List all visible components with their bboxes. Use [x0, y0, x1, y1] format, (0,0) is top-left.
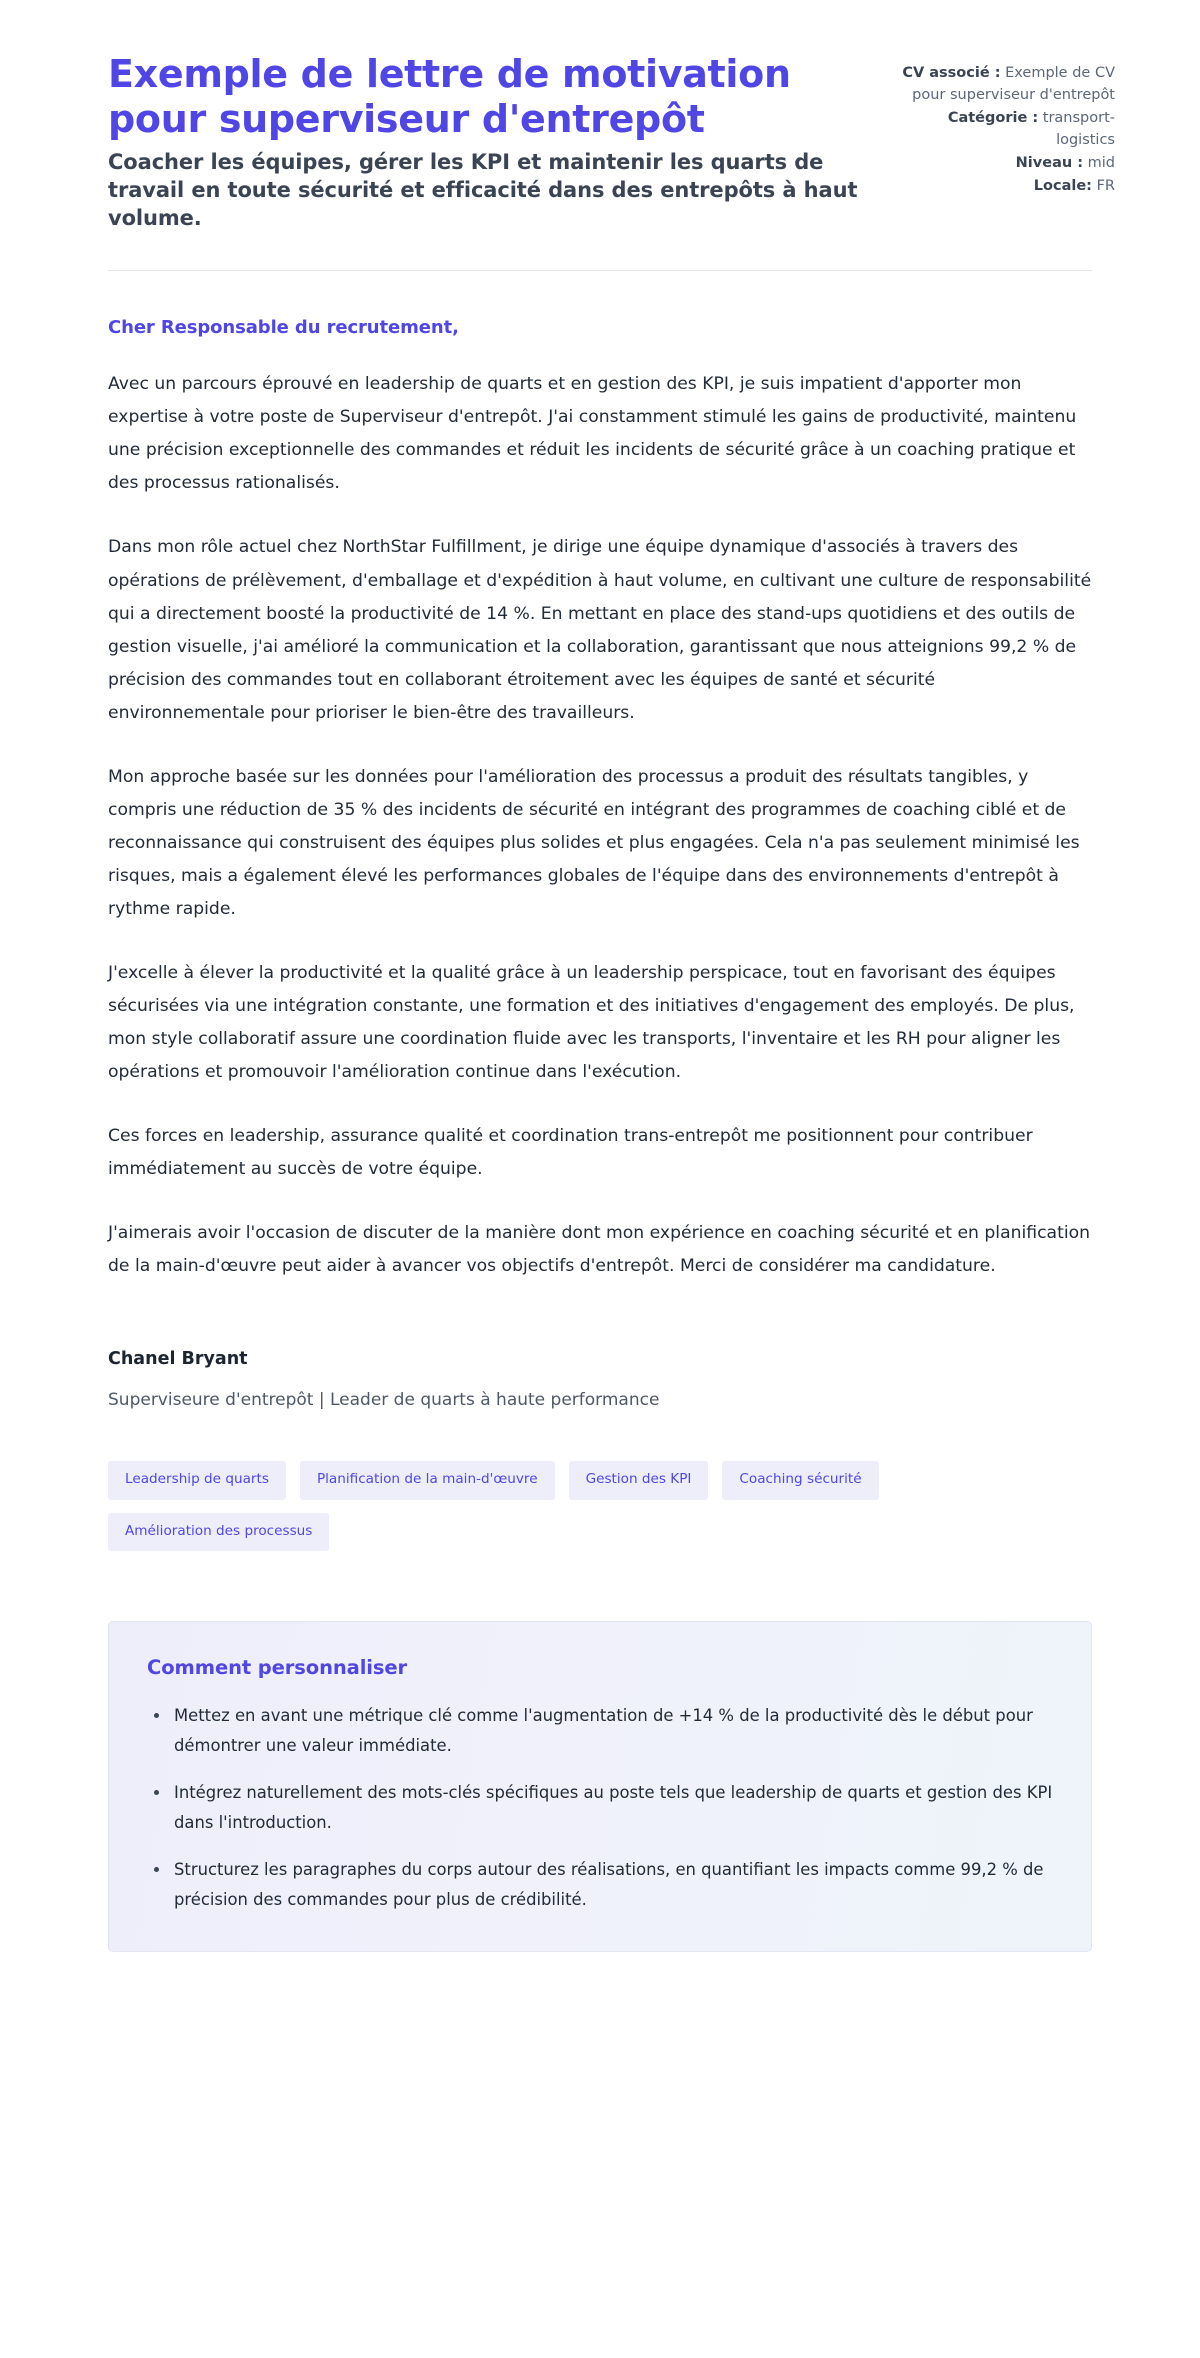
page-subtitle: Coacher les équipes, gérer les KPI et maintenir les quarts de travail en toute sécurité et efficacité dans des entrepôts à haut volume. [108, 149, 858, 230]
letter-paragraph: Dans mon rôle actuel chez NorthStar Fulfillment, je dirige une équipe dynamique d'associés à travers des opérations de prélèvement, d'emballage et d'expédition à haut volume, en cultivant une culture de responsabilité qui a directement boosté la productivité de 14 %. En mettant en place des stand-ups quotidiens et des outils de gestion visuelle, j'ai amélioré la communication et la collaboration, garantissant que nous atteignions 99,2 % de précision des commandes tout en collaborant étroitement avec les équipes de santé et sécurité environnementale pour prioriser le bien-être des travailleurs. [108, 537, 1092, 723]
metadata-label: CV associé : [902, 65, 1001, 81]
tag-list [108, 1461, 1043, 1551]
tag-chip[interactable]: Leadership de quarts [108, 1461, 286, 1500]
tag-chip[interactable]: Planification de la main-d'œuvre [300, 1461, 555, 1500]
signature-role: Superviseure d'entrepôt | Leader de quarts à haute performance [108, 1389, 660, 1410]
metadata-value: Exemple de CV pour superviseur d'entrepôt [912, 65, 1115, 104]
metadata-label: Niveau : [1015, 155, 1084, 172]
header-title-block [108, 52, 863, 232]
metadata-label: Locale: [1033, 178, 1092, 195]
letter-paragraph: Ces forces en leadership, assurance qualité et coordination trans-entrepôt me positionnent pour contribuer immédiatement au succès de votre équipe. [108, 1125, 1033, 1179]
tag-chip[interactable]: Coaching sécurité [722, 1461, 878, 1500]
tag-chip[interactable]: Amélioration des processus [108, 1513, 329, 1552]
letter-paragraph: J'excelle à élever la productivité et la qualité grâce à un leadership perspicace, tout en favorisant des équipes sécurisées via une intégration constante, une formation et des initiatives d'engagement des employés. De plus, mon style collaboratif assure une coordination fluide avec les transports, l'inventaire et les RH pour aligner les opérations et promouvoir l'amélioration continue dans l'exécution. [108, 962, 1075, 1082]
signature-name: Chanel Bryant [108, 1348, 248, 1369]
metadata-row-niveau [893, 152, 1115, 174]
letter-paragraph: J'aimerais avoir l'occasion de discuter de la manière dont mon expérience en coaching sécurité et en planification de la main-d'œuvre peut aider à avancer vos objectifs d'entrepôt. Merci de considérer ma candidature. [108, 1222, 1091, 1276]
letter-paragraph: Mon approche basée sur les données pour l'amélioration des processus a produit des résultats tangibles, y compris une réduction de 35 % des incidents de sécurité en intégrant des programmes de coaching ciblé et de reconnaissance qui construisent des équipes plus solides et plus engagées. Cela n'a pas seulement minimisé les risques, mais a également élevé les performances globales de l'équipe dans des environnements d'entrepôt à rythme rapide. [108, 766, 1080, 919]
tag-chip[interactable]: Gestion des KPI [569, 1461, 709, 1500]
callout-list-item: Structurez les paragraphes du corps autour des réalisations, en quantifiant les impacts comme 99,2 % de précision des commandes pour plus de crédibilité. [147, 1855, 1053, 1915]
page-header [108, 0, 1115, 232]
document-metadata [893, 52, 1115, 198]
signature-block [108, 1349, 1092, 1414]
metadata-value: mid [1087, 155, 1115, 172]
callout-title: Comment personnaliser [147, 1656, 408, 1680]
letter-paragraph: Avec un parcours éprouvé en leadership de quarts et en gestion des KPI, je suis impatient d'apporter mon expertise à votre poste de Superviseur d'entrepôt. J'ai constamment stimulé les gains de productivité, maintenu une précision exceptionnelle des commandes et réduit les incidents de sécurité grâce à un coaching pratique et des processus rationalisés. [108, 374, 1077, 494]
letter-salutation: Cher Responsable du recrutement, [108, 317, 459, 339]
metadata-row-locale [893, 175, 1115, 197]
customization-callout [108, 1621, 1092, 1951]
page-title: Exemple de lettre de motivation pour superviseur d'entrepôt [108, 52, 791, 141]
letter-body [108, 271, 1092, 1282]
metadata-value: FR [1096, 178, 1115, 195]
metadata-value: transport-logistics [1042, 110, 1115, 149]
callout-list-item: Intégrez naturellement des mots-clés spécifiques au poste tels que leadership de quarts et gestion des KPI dans l'introduction. [147, 1778, 1053, 1838]
callout-list-item: Mettez en avant une métrique clé comme l'augmentation de +14 % de la productivité dès le début pour démontrer une valeur immédiate. [147, 1701, 1053, 1761]
callout-list [147, 1701, 1053, 1914]
metadata-label: Catégorie : [947, 110, 1039, 127]
metadata-row-cv-associe [893, 62, 1115, 106]
metadata-row-categorie [893, 107, 1115, 151]
